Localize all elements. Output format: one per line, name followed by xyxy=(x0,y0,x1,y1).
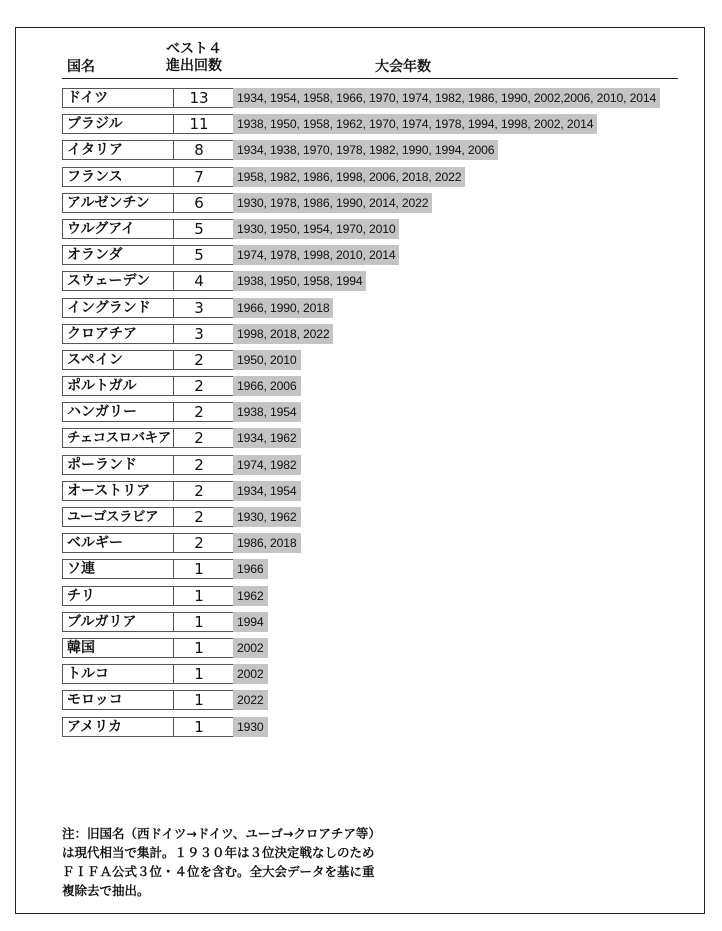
years-bar: 1974, 1982 xyxy=(233,455,301,475)
country-cell xyxy=(62,219,234,239)
country-cell xyxy=(62,533,234,553)
table-row xyxy=(62,717,682,743)
semifinal-count: 2 xyxy=(194,534,204,553)
table-row xyxy=(62,114,682,140)
table-row xyxy=(62,88,682,114)
country-name: イタリア xyxy=(67,142,123,159)
country-cell xyxy=(62,586,234,606)
country-name: フランス xyxy=(67,168,123,185)
country-name: ソ連 xyxy=(67,561,95,578)
years-bar: 1930, 1978, 1986, 1990, 2014, 2022 xyxy=(233,193,432,213)
semifinal-count: 2 xyxy=(194,403,204,422)
years-bar: 1938, 1950, 1958, 1962, 1970, 1974, 1978, 1994, 1998, 2002, 2014 xyxy=(233,114,597,134)
years-bar: 1958, 1982, 1986, 1998, 2006, 2018, 2022 xyxy=(233,167,465,187)
years-bar: 2002 xyxy=(233,638,268,658)
table-row xyxy=(62,219,682,245)
country-cell xyxy=(62,612,234,632)
table-row xyxy=(62,507,682,533)
cell-divider xyxy=(173,639,174,657)
semifinal-count: 4 xyxy=(194,272,204,291)
footnote-line: 複除去で抽出。 xyxy=(62,883,150,898)
cell-divider xyxy=(173,220,174,238)
semifinal-count: 5 xyxy=(194,246,204,265)
semifinal-count: 3 xyxy=(194,324,204,343)
country-name: ハンガリー xyxy=(67,404,137,421)
semifinal-count: 1 xyxy=(194,638,204,657)
country-cell xyxy=(62,455,234,475)
semifinal-count: 7 xyxy=(194,167,204,186)
country-name: ポーランド xyxy=(67,456,137,473)
country-name: クロアチア xyxy=(67,325,137,342)
country-cell xyxy=(62,481,234,501)
semifinal-count: 1 xyxy=(194,665,204,684)
cell-divider xyxy=(173,168,174,186)
table-row xyxy=(62,140,682,166)
country-cell xyxy=(62,114,234,134)
semifinal-count: 1 xyxy=(194,560,204,579)
cell-divider xyxy=(173,194,174,212)
table-row xyxy=(62,533,682,559)
country-name: オランダ xyxy=(67,247,123,264)
years-bar: 1938, 1954 xyxy=(233,402,301,422)
header-count-line2: 進出回数 xyxy=(166,58,222,74)
country-name: スペイン xyxy=(67,351,123,368)
cell-divider xyxy=(173,482,174,500)
cell-divider xyxy=(173,299,174,317)
years-bar: 1966, 2006 xyxy=(233,376,301,396)
table-row xyxy=(62,350,682,376)
years-bar: 1934, 1954, 1958, 1966, 1970, 1974, 1982, 1986, 1990, 2002,2006, 2010, 2014 xyxy=(233,88,660,108)
header-count xyxy=(166,41,222,75)
country-name: 韓国 xyxy=(67,639,95,656)
country-name: ブラジル xyxy=(67,116,123,133)
semifinal-count: 2 xyxy=(194,429,204,448)
header-rule xyxy=(62,78,678,79)
years-bar: 1950, 2010 xyxy=(233,350,301,370)
country-name: モロッコ xyxy=(67,692,123,709)
years-bar: 1966 xyxy=(233,559,268,579)
country-cell xyxy=(62,428,234,448)
country-cell xyxy=(62,245,234,265)
table-row xyxy=(62,193,682,219)
table-row xyxy=(62,271,682,297)
cell-divider xyxy=(173,691,174,709)
cell-divider xyxy=(173,89,174,107)
table-row xyxy=(62,481,682,507)
semifinal-count: 6 xyxy=(194,193,204,212)
country-cell xyxy=(62,140,234,160)
years-bar: 1998, 2018, 2022 xyxy=(233,324,333,344)
country-name: トルコ xyxy=(67,666,109,683)
country-cell xyxy=(62,376,234,396)
table-row xyxy=(62,690,682,716)
years-bar: 1934, 1938, 1970, 1978, 1982, 1990, 1994, 2006 xyxy=(233,140,498,160)
country-cell xyxy=(62,350,234,370)
semifinal-count: 2 xyxy=(194,350,204,369)
semifinal-count: 8 xyxy=(194,141,204,160)
footnote-line: 注：旧国名（西ドイツ→ドイツ、ユーゴ→クロアチア等） xyxy=(62,826,381,841)
semifinal-count: 3 xyxy=(194,298,204,317)
country-name: アメリカ xyxy=(67,718,123,735)
semifinal-count: 1 xyxy=(194,612,204,631)
footnote-line: は現代相当で集計。１９３０年は３位決定戦なしのため xyxy=(62,845,375,860)
cell-divider xyxy=(173,718,174,736)
cell-divider xyxy=(173,587,174,605)
years-bar: 1966, 1990, 2018 xyxy=(233,298,333,318)
cell-divider xyxy=(173,456,174,474)
country-name: ドイツ xyxy=(67,90,109,106)
header-count-line1: ベスト４ xyxy=(166,41,222,57)
country-cell xyxy=(62,324,234,344)
cell-divider xyxy=(173,534,174,552)
footnote xyxy=(62,824,482,900)
table-row xyxy=(62,559,682,585)
cell-divider xyxy=(173,403,174,421)
semifinal-count: 2 xyxy=(194,377,204,396)
country-name: スウェーデン xyxy=(67,273,151,290)
cell-divider xyxy=(173,115,174,133)
semifinal-count: 2 xyxy=(194,455,204,474)
cell-divider xyxy=(173,613,174,631)
table-row xyxy=(62,586,682,612)
country-cell xyxy=(62,193,234,213)
years-bar: 1994 xyxy=(233,612,268,632)
years-bar: 1986, 2018 xyxy=(233,533,301,553)
table-row xyxy=(62,638,682,664)
table-row xyxy=(62,167,682,193)
country-name: ユーゴスラビア xyxy=(67,509,158,525)
country-name: ブルガリア xyxy=(67,613,137,630)
semifinal-count: 1 xyxy=(194,691,204,710)
cell-divider xyxy=(173,141,174,159)
years-bar: 1930, 1962 xyxy=(233,507,301,527)
header-years: 大会年数 xyxy=(375,59,431,75)
country-cell xyxy=(62,638,234,658)
semifinal-count: 11 xyxy=(189,115,209,134)
years-bar: 1938, 1950, 1958, 1994 xyxy=(233,271,366,291)
cell-divider xyxy=(173,325,174,343)
table-row xyxy=(62,376,682,402)
country-cell xyxy=(62,717,234,737)
cell-divider xyxy=(173,272,174,290)
country-cell xyxy=(62,167,234,187)
country-cell xyxy=(62,298,234,318)
semifinal-count: 13 xyxy=(189,89,209,107)
cell-divider xyxy=(173,508,174,526)
semifinal-count: 2 xyxy=(194,508,204,526)
years-bar: 1930 xyxy=(233,717,268,737)
table-row xyxy=(62,612,682,638)
country-name: イングランド xyxy=(67,299,151,316)
footnote-line: ＦＩＦＡ公式３位・４位を含む。全大会データを基に重 xyxy=(62,864,375,879)
semifinal-count: 2 xyxy=(194,481,204,500)
country-cell xyxy=(62,507,234,527)
table-row xyxy=(62,428,682,454)
table-body xyxy=(62,88,682,743)
years-bar: 2002 xyxy=(233,664,268,684)
cell-divider xyxy=(173,246,174,264)
cell-divider xyxy=(173,377,174,395)
table-row xyxy=(62,455,682,481)
table-row xyxy=(62,402,682,428)
cell-divider xyxy=(173,665,174,683)
country-name: チェコスロバキア xyxy=(67,430,171,447)
country-cell xyxy=(62,402,234,422)
country-cell xyxy=(62,88,234,108)
years-bar: 1934, 1954 xyxy=(233,481,301,501)
cell-divider xyxy=(173,429,174,447)
semifinal-count: 5 xyxy=(194,219,204,238)
years-bar: 1974, 1978, 1998, 2010, 2014 xyxy=(233,245,399,265)
table-row xyxy=(62,324,682,350)
country-cell xyxy=(62,271,234,291)
country-cell xyxy=(62,690,234,710)
country-name: チリ xyxy=(67,587,95,604)
table-row xyxy=(62,298,682,324)
years-bar: 1930, 1950, 1954, 1970, 2010 xyxy=(233,219,399,239)
semifinal-count: 1 xyxy=(194,586,204,605)
country-name: アルゼンチン xyxy=(67,194,150,211)
years-bar: 2022 xyxy=(233,690,268,710)
years-bar: 1934, 1962 xyxy=(233,428,301,448)
header-country: 国名 xyxy=(67,59,95,75)
table-row xyxy=(62,245,682,271)
country-cell xyxy=(62,559,234,579)
country-cell xyxy=(62,664,234,684)
cell-divider xyxy=(173,351,174,369)
country-name: オーストリア xyxy=(67,482,151,499)
country-name: ウルグアイ xyxy=(67,220,136,237)
years-bar: 1962 xyxy=(233,586,268,606)
country-name: ポルトガル xyxy=(67,378,137,395)
semifinal-count: 1 xyxy=(194,717,204,736)
cell-divider xyxy=(173,560,174,578)
table-row xyxy=(62,664,682,690)
country-name: ベルギー xyxy=(67,535,123,552)
